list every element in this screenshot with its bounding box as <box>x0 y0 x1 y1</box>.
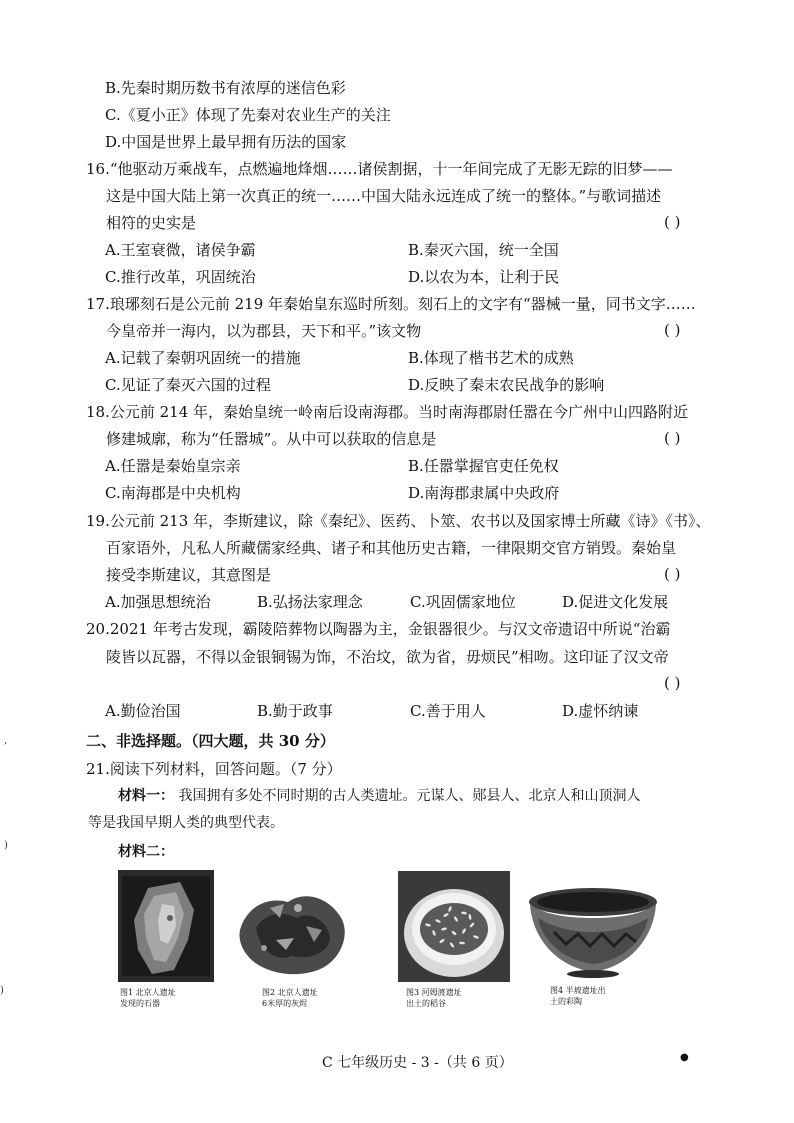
q16-option-c: C.推行改革，巩固统治 <box>105 268 256 286</box>
q18-option-c: C.南海郡是中央机构 <box>105 484 241 502</box>
q18-option-d: D.南海郡隶属中央政府 <box>408 484 560 502</box>
q18-stem-line2: 修建城廓，称为“任嚣城”。从中可以获取的信息是 <box>106 430 437 448</box>
painted-pottery-photo <box>524 882 662 982</box>
q20-stem-line2: 陵皆以瓦器，不得以金银铜锡为饰，不治坟，欲为省，毋烦民”相吻。这印证了汉文帝 <box>106 648 669 666</box>
q19-stem-line1: 19.公元前 213 年，李斯建议，除《秦纪》、医药、卜筮、农书以及国家博士所藏《诗》《书》、 <box>86 512 711 530</box>
q16-stem-line3: 相符的史实是 <box>106 214 197 232</box>
figure-2 <box>236 878 352 1008</box>
stone-tool-photo <box>118 870 214 982</box>
figure-4-caption-line1: 图4 半坡遗址出 <box>550 986 606 995</box>
q20-option-b: B.勤于政事 <box>257 702 333 720</box>
q19-option-b: B.弘扬法家理念 <box>257 593 363 611</box>
q15-option-c: C.《夏小正》体现了先秦对农业生产的关注 <box>105 106 391 124</box>
q20-option-c: C.善于用人 <box>410 702 486 720</box>
figure-3-caption-line1: 图3 河姆渡遗址 <box>406 988 462 997</box>
figure-3 <box>398 871 510 1008</box>
figure-1 <box>118 870 214 1008</box>
q16-answer-blank: ( ) <box>664 213 681 231</box>
q21-title: 21.阅读下列材料，回答问题。（7 分） <box>86 760 342 778</box>
q16-stem-line2: 这是中国大陆上第一次真正的统一……中国大陆永远连成了统一的整体。”与歌词描述 <box>106 187 662 205</box>
q17-option-b: B.体现了楷书艺术的成熟 <box>408 349 574 367</box>
material2-label: 材料二： <box>118 844 174 860</box>
figure-4-caption-line2: 土的彩陶 <box>550 997 582 1006</box>
section2-title: 二、非选择题。（四大题，共 30 分） <box>86 732 335 750</box>
q19-option-a: A.加强思想统治 <box>105 593 211 611</box>
q16-option-a: A.王室衰微，诸侯争霸 <box>105 241 256 259</box>
q19-option-c: C.巩固儒家地位 <box>410 593 516 611</box>
q15-option-b: B.先秦时期历数书有浓厚的迷信色彩 <box>105 79 346 97</box>
margin-mark-icon: ) <box>0 985 4 996</box>
footer-dot-icon: ● <box>680 1052 689 1063</box>
page-footer: C 七年级历史 - 3 -（共 6 页） <box>322 1055 513 1071</box>
q19-option-d: D.促进文化发展 <box>562 593 669 611</box>
q17-option-a: A.记载了秦朝巩固统一的措施 <box>105 349 301 367</box>
q19-stem-line2: 百家语外，凡私人所藏儒家经典、诸子和其他历史古籍，一律限期交官方销毁。秦始皇 <box>106 539 677 557</box>
material1-label: 材料一： <box>118 788 174 804</box>
q16-stem-line1: 16.“他驱动万乘战车，点燃遍地烽烟……诸侯割据，十一年间完成了无影无踪的旧梦—— <box>86 160 673 178</box>
q20-stem-line1: 20.2021 年考古发现，霸陵陪葬物以陶器为主，金银器很少。与汉文帝遗诏中所说“治霸 <box>86 620 671 638</box>
q18-option-a: A.任嚣是秦始皇宗亲 <box>105 457 241 475</box>
material1-text: 我国拥有多处不同时期的古人类遗址。元谋人、郧县人、北京人和山顶洞人 <box>178 788 641 804</box>
figure-2-caption-line1: 图2 北京人遗址 <box>262 988 318 997</box>
q18-option-b: B.任嚣掌握官吏任免权 <box>408 457 559 475</box>
margin-mark-icon: ) <box>4 840 8 851</box>
q21-material1-line2: 等是我国早期人类的典型代表。 <box>88 815 284 831</box>
figure-1-caption-line2: 发现的石器 <box>120 999 160 1008</box>
q20-answer-blank: ( ) <box>664 674 681 692</box>
q18-stem-line1: 18.公元前 214 年，秦始皇统一岭南后设南海郡。当时南海郡尉任嚣在今广州中山四路附近 <box>86 403 689 421</box>
q17-option-d: D.反映了秦末农民战争的影响 <box>408 376 605 394</box>
q19-answer-blank: ( ) <box>664 565 681 583</box>
figure-4 <box>524 882 662 1006</box>
q18-answer-blank: ( ) <box>664 429 681 447</box>
q17-stem-line1: 17.琅琊刻石是公元前 219 年秦始皇东巡时所刻。刻石上的文字有“器械一量，同书文字…… <box>86 295 696 313</box>
figure-2-caption-line2: 6米厚的灰烬 <box>262 999 308 1008</box>
q15-option-d: D.中国是世界上最早拥有历法的国家 <box>105 133 347 151</box>
q19-stem-line3: 接受李斯建议，其意图是 <box>106 566 272 584</box>
q21-material1-line1 <box>118 786 640 806</box>
q16-option-d: D.以农为本，让利于民 <box>408 268 560 286</box>
q17-option-c: C.见证了秦灭六国的过程 <box>105 376 271 394</box>
ash-layer-photo <box>236 878 352 982</box>
q17-stem-line2: 今皇帝并一海内，以为郡县，天下和平。”该文物 <box>106 322 422 340</box>
q17-answer-blank: ( ) <box>664 321 681 339</box>
q16-option-b: B.秦灭六国，统一全国 <box>408 241 559 259</box>
rice-grains-photo <box>398 871 510 982</box>
margin-mark-icon: ‚ <box>4 735 8 746</box>
q20-option-d: D.虚怀纳谏 <box>562 702 639 720</box>
figure-1-caption-line1: 图1 北京人遗址 <box>120 988 176 997</box>
figure-3-caption-line2: 出土的稻谷 <box>406 999 446 1008</box>
q20-option-a: A.勤俭治国 <box>105 702 181 720</box>
